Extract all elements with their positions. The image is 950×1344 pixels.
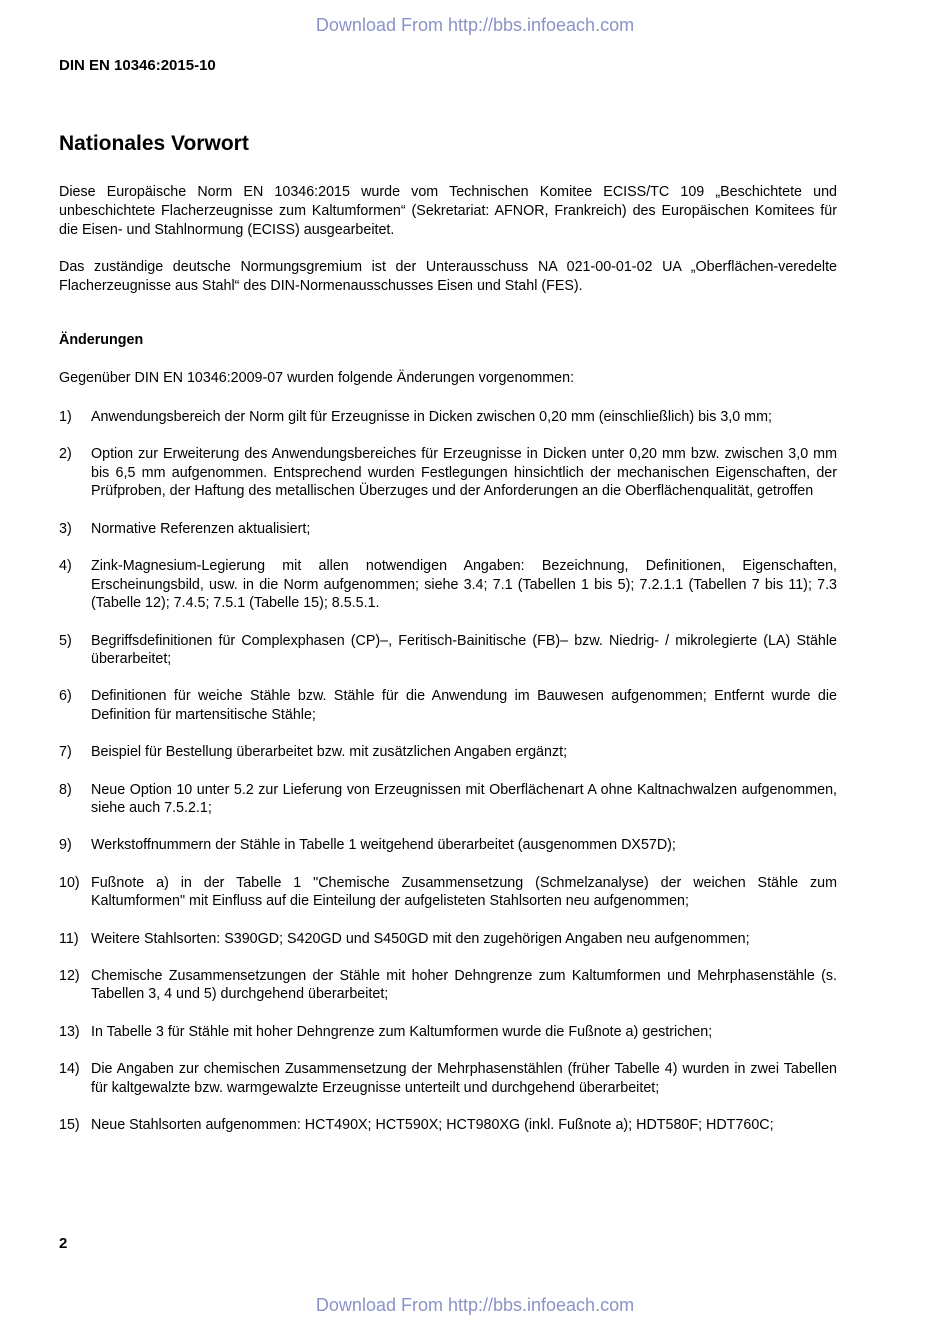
paragraph-intro: Diese Europäische Norm EN 10346:2015 wurde vom Technischen Komitee ECISS/TC 109 „Beschichtete und unbeschichtete Flacherzeugnisse zum Kaltumformen“ (Sekretariat: AFNOR, Frankreich) des Europäischen Komitees für die Eisen- und Stahlnormung (ECISS) ausgearbeitet.: [59, 184, 837, 238]
list-item: [59, 632, 837, 669]
list-item: [59, 743, 837, 762]
page-number: 2: [59, 1235, 68, 1252]
list-item-text: Neue Option 10 unter 5.2 zur Lieferung von Erzeugnissen mit Oberflächenart A ohne Kaltnachwalzen aufgenommen, siehe auch 7.5.2.1;: [91, 781, 837, 817]
list-item-text: Neue Stahlsorten aufgenommen: HCT490X; HCT590X; HCT980XG (inkl. Fußnote a); HDT580F; HDT760C;: [91, 1116, 774, 1133]
list-item-text: Werkstoffnummern der Stähle in Tabelle 1 weitgehend überarbeitet (ausgenommen DX57D);: [91, 837, 676, 854]
list-item: [59, 445, 837, 501]
list-item: [59, 1060, 837, 1097]
list-item: [59, 874, 837, 911]
list-item: [59, 520, 837, 539]
list-item: [59, 1023, 837, 1042]
list-item-number: 12): [59, 967, 80, 984]
paragraph-committee: Das zuständige deutsche Normungsgremium ist der Unterausschuss NA 021-00-01-02 UA „Oberflächen-veredelte Flacherzeugnisse aus Stahl“ des DIN-Normenausschusses Eisen und Stahl (FES).: [59, 259, 837, 294]
list-item-text: Beispiel für Bestellung überarbeitet bzw. mit zusätzlichen Angaben ergänzt;: [91, 744, 568, 761]
list-item: [59, 781, 837, 818]
list-item-text: Option zur Erweiterung des Anwendungsbereiches für Erzeugnisse in Dicken unter 0,20 mm bzw. zwischen 3,0 mm bis 6,5 mm aufgenommen. Entsprechend wurden Festlegungen hinsichtlich der mechanischen Eigenschaften, der Prüfproben, der Haftung des metallischen Überzuges und der Anforderungen an die Oberflächenqualität, getroffen: [91, 446, 837, 500]
list-item-number: 6): [59, 688, 72, 705]
list-item-text: Weitere Stahlsorten: S390GD; S420GD und S450GD mit den zugehörigen Angaben neu aufgenommen;: [91, 930, 750, 947]
list-item-number: 11): [59, 930, 79, 947]
list-item: [59, 967, 837, 1004]
list-item: [59, 930, 837, 949]
list-item-text: Definitionen für weiche Stähle bzw. Stähle für die Anwendung im Bauwesen aufgenommen; Entfernt wurde die Definition für martensitische Stähle;: [91, 688, 837, 723]
list-item-number: 2): [59, 446, 72, 463]
list-item-number: 9): [59, 837, 72, 854]
list-item-number: 15): [59, 1116, 80, 1133]
list-item-number: 3): [59, 520, 72, 537]
list-item-number: 13): [59, 1023, 80, 1040]
list-item: [59, 557, 837, 613]
list-item-text: Zink-Magnesium-Legierung mit allen notwendigen Angaben: Bezeichnung, Definitionen, Eigenschaften, Erscheinungsbild, usw. in die Norm aufgenommen; siehe 3.4; 7.1 (Tabellen 1 bis 5); 7.2.1.1 (Tabellen 7 bis 11); 7.3 (Tabelle 12); 7.4.5; 7.5.1 (Tabelle 15); 8.5.5.1.: [91, 558, 837, 612]
changes-heading: Änderungen: [59, 332, 144, 348]
page-title: Nationales Vorwort: [59, 132, 249, 155]
list-item-text: In Tabelle 3 für Stähle mit hoher Dehngrenze zum Kaltumformen wurde die Fußnote a) gestrichen;: [91, 1023, 713, 1040]
changes-list: [59, 408, 837, 1153]
list-item-number: 10): [59, 874, 80, 891]
list-item: [59, 1116, 837, 1135]
list-item-text: Chemische Zusammensetzungen der Stähle mit hoher Dehngrenze zum Kaltumformen und Mehrphasenstähle (s. Tabellen 3, 4 und 5) durchgehend überarbeitet;: [91, 967, 837, 1003]
list-item-text: Normative Referenzen aktualisiert;: [91, 520, 311, 537]
list-item: [59, 687, 837, 724]
watermark-top: Download From http://bbs.infoeach.com: [315, 15, 635, 35]
list-item-number: 14): [59, 1061, 80, 1077]
list-item: [59, 408, 837, 427]
watermark-bottom: Download From http://bbs.infoeach.com: [315, 1295, 635, 1315]
list-item-number: 4): [59, 558, 72, 575]
list-item: [59, 836, 837, 855]
list-item-number: 1): [59, 409, 72, 425]
list-item-text: Begriffsdefinitionen für Complexphasen (CP)–, Feritisch-Bainitische (FB)– bzw. Niedrig- / mikrolegierte (LA) Stähle überarbeitet;: [91, 632, 837, 668]
list-item-number: 7): [59, 744, 72, 761]
list-item-number: 8): [59, 781, 72, 798]
list-item-number: 5): [59, 632, 72, 649]
document-number: DIN EN 10346:2015-10: [59, 57, 216, 74]
changes-intro: Gegenüber DIN EN 10346:2009-07 wurden folgende Änderungen vorgenommen:: [59, 370, 575, 386]
list-item-text: Die Angaben zur chemischen Zusammensetzung der Mehrphasenstählen (früher Tabelle 4) wurden in zwei Tabellen für kaltgewalzte bzw. warmgewalzte Erzeugnisse unterteilt und durchgehend überarbeitet;: [91, 1061, 837, 1096]
list-item-text: Anwendungsbereich der Norm gilt für Erzeugnisse in Dicken zwischen 0,20 mm (einschließlich) bis 3,0 mm;: [91, 409, 772, 425]
list-item-text: Fußnote a) in der Tabelle 1 "Chemische Zusammensetzung (Schmelzanalyse) der weichen Stähle zum Kaltumformen" mit Einfluss auf die Einteilung der aufgelisteten Stahlsorten neu aufgenommen;: [91, 874, 837, 910]
